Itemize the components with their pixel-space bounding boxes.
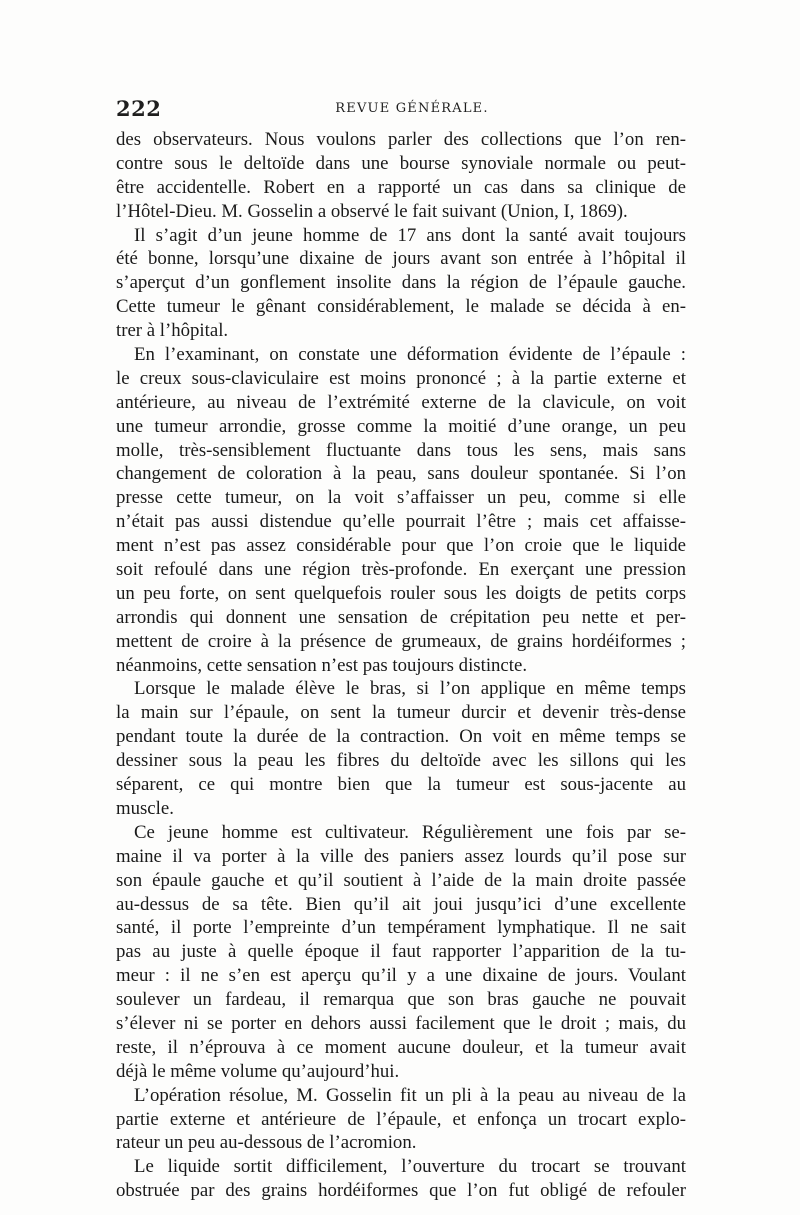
text-line: Ce jeune homme est cultivateur. Régulièrement une fois par se- — [134, 821, 686, 843]
text-line: muscle. — [116, 797, 174, 819]
running-head: REVUE GÉNÉRALE. — [335, 101, 489, 116]
text-line: trer à l’hôpital. — [116, 320, 229, 342]
text-line: santé, il porte l’empreinte d’un tempérament lymphatique. Il ne sait — [116, 917, 686, 939]
body-text — [116, 128, 686, 1203]
text-line: En l’examinant, on constate une déformation évidente de l’épaule : — [134, 344, 686, 366]
text-line: partie externe et antérieure de l’épaule, et enfonça un trocart explo- — [116, 1108, 686, 1130]
text-line: pas au juste à quelle époque il faut rapporter l’apparition de la tu- — [116, 941, 686, 963]
text-line: changement de coloration à la peau, sans douleur spontanée. Si l’on — [116, 463, 686, 485]
text-line: dessiner sous la peau les fibres du deltoïde avec les sillons qui les — [116, 750, 686, 772]
text-line: Cette tumeur le gênant considérablement, le malade se décida à en- — [116, 296, 686, 318]
page-header — [116, 96, 686, 120]
text-line: contre sous le deltoïde dans une bourse synoviale normale ou peut- — [116, 152, 686, 174]
text-line: L’opération résolue, M. Gosselin fit un pli à la peau au niveau de la — [134, 1084, 686, 1106]
text-line: ment n’est pas assez considérable pour que l’on croie que le liquide — [116, 535, 686, 557]
text-line: des observateurs. Nous voulons parler des collections que l’on ren- — [116, 129, 686, 150]
text-line: Lorsque le malade élève le bras, si l’on applique en même temps — [134, 678, 686, 700]
text-line: s’élever ni se porter en dehors aussi facilement que le droit ; mais, du — [116, 1012, 686, 1034]
text-line: néanmoins, cette sensation n’est pas toujours distincte. — [116, 654, 528, 676]
text-line: être accidentelle. Robert en a rapporté un cas dans sa clinique de — [116, 176, 686, 198]
text-line: pendant toute la durée de la contraction. On voit en même temps se — [116, 726, 686, 748]
text-line: déjà le même volume qu’aujourd’hui. — [116, 1060, 400, 1082]
text-line: une tumeur arrondie, grosse comme la moitié d’une orange, un peu — [116, 415, 686, 437]
text-line: au-dessus de sa tête. Bien qu’il ait joui jusqu’ici d’une excellente — [116, 893, 686, 915]
text-line: Le liquide sortit difficilement, l’ouverture du trocart se trouvant — [134, 1156, 686, 1178]
text-line: la main sur l’épaule, on sent la tumeur durcir et devenir très-dense — [116, 702, 686, 724]
text-line: molle, très-sensiblement fluctuante dans tous les sens, mais sans — [116, 439, 686, 461]
text-line: rateur un peu au-dessous de l’acromion. — [116, 1132, 417, 1154]
text-line: un peu forte, on sent quelquefois rouler sous les doigts de petits corps — [116, 582, 686, 604]
text-line: arrondis qui donnent une sensation de crépitation peu nette et per- — [116, 606, 686, 628]
text-line: soit refoulé dans une région très-profonde. En exerçant une pression — [116, 559, 686, 581]
text-line: l’Hôtel-Dieu. M. Gosselin a observé le fait suivant (Union, I, 1869). — [116, 200, 628, 222]
text-line: le creux sous-claviculaire est moins prononcé ; à la partie externe et — [116, 367, 686, 389]
text-line: n’était pas aussi distendue qu’elle pourrait l’être ; mais cet affaisse- — [116, 511, 686, 533]
text-line: obstruée par des grains hordéiformes que l’on fut obligé de refouler — [116, 1180, 686, 1202]
text-line: presse cette tumeur, on la voit s’affaisser un peu, comme si elle — [116, 487, 686, 509]
text-line: soulever un fardeau, il remarqua que son bras gauche ne pouvait — [116, 989, 686, 1011]
page-number: 222 — [116, 96, 162, 121]
text-line: mettent de croire à la présence de grumeaux, de grains hordéiformes ; — [116, 630, 686, 652]
text-line: reste, il n’éprouva à ce moment aucune douleur, et la tumeur avait — [116, 1036, 686, 1058]
text-line: son épaule gauche et qu’il soutient à l’aide de la main droite passée — [116, 869, 686, 891]
text-line: été bonne, lorsqu’une dixaine de jours avant son entrée à l’hôpital il — [116, 248, 686, 270]
text-line: Il s’agit d’un jeune homme de 17 ans dont la santé avait toujours — [134, 224, 686, 246]
text-line: antérieure, au niveau de l’extrémité externe de la clavicule, on voit — [116, 391, 686, 413]
text-line: maine il va porter à la ville des paniers assez lourds qu’il pose sur — [116, 845, 686, 867]
text-line: s’aperçut d’un gonflement insolite dans la région de l’épaule gauche. — [116, 272, 686, 294]
text-line: séparent, ce qui montre bien que la tumeur est sous-jacente au — [116, 774, 686, 796]
text-line: meur : il ne s’en est aperçu qu’il y a une dixaine de jours. Voulant — [116, 965, 686, 987]
